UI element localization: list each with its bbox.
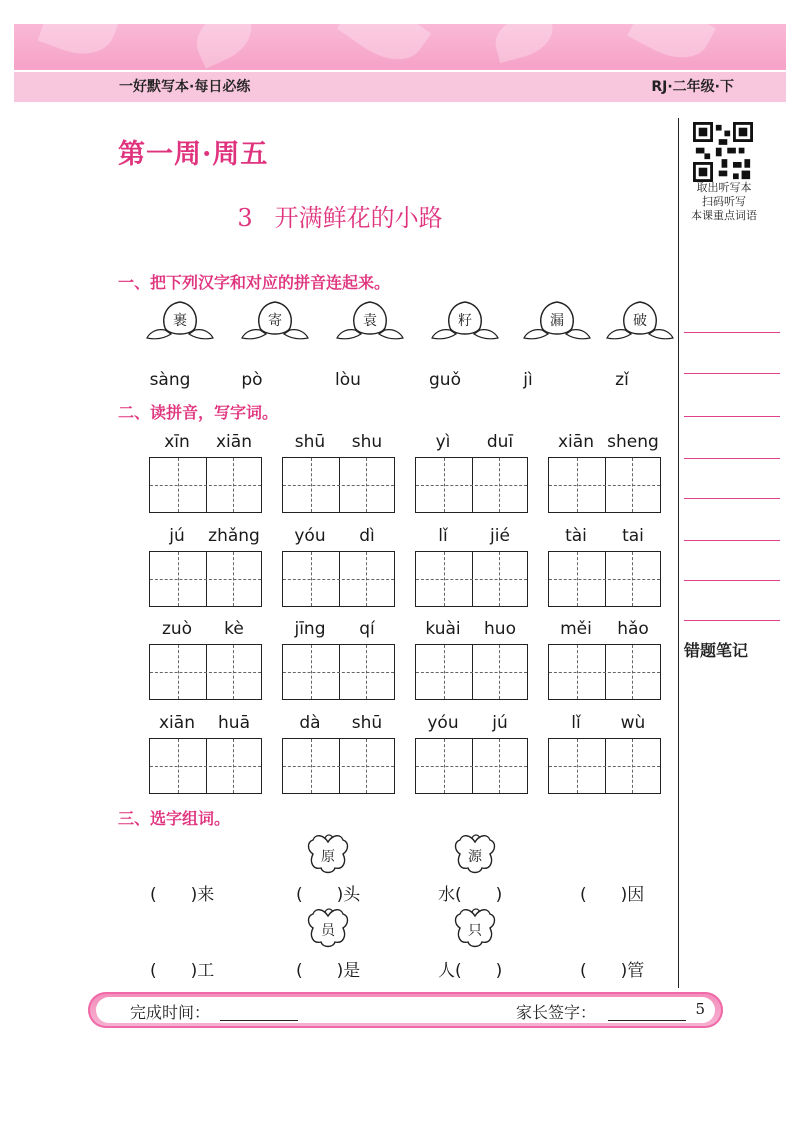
pinyin-label: shū [351, 713, 383, 733]
tian-grid[interactable] [282, 644, 395, 700]
pinyin-label: jīng [294, 619, 326, 639]
pinyin-label: shu [351, 432, 383, 452]
fill-blank[interactable]: ( )因 [580, 885, 645, 905]
note-line [684, 416, 780, 417]
char-peach[interactable] [605, 298, 675, 344]
tian-grid[interactable] [548, 644, 661, 700]
note-line [684, 373, 780, 374]
fill-blank[interactable]: 水( ) [438, 885, 503, 905]
lesson-name: 开满鲜花的小路 [274, 204, 443, 232]
footer-bar [88, 992, 723, 1028]
pinyin-option[interactable]: lòu [335, 370, 361, 390]
header-series-title: 一好默写本·每日必练 [119, 79, 251, 95]
pinyin-label: shū [294, 432, 326, 452]
char-text: 破 [633, 313, 647, 329]
char-text: 漏 [550, 313, 564, 329]
note-line [684, 540, 780, 541]
fill-blank[interactable]: ( )是 [296, 961, 361, 981]
pinyin-label: jú [492, 713, 508, 733]
header-banner [14, 24, 786, 102]
pinyin-label: lǐ [438, 526, 448, 546]
fill-blank[interactable]: ( )头 [296, 885, 361, 905]
pinyin-label: tai [622, 526, 644, 546]
pinyin-label: zhǎng [208, 526, 260, 546]
note-line [684, 332, 780, 333]
tian-grid[interactable] [149, 457, 262, 513]
pinyin-option[interactable]: zǐ [615, 370, 629, 390]
section1-title: 一、把下列汉字和对应的拼音连起来。 [118, 273, 391, 292]
parent-signature-label: 家长签字： [516, 1003, 597, 1022]
pinyin-label: xiān [558, 432, 594, 452]
qr-instructions: 取出听写本 扫码听写 本课重点词语 [691, 181, 757, 222]
week-title: 第一周·周五 [118, 139, 269, 170]
pinyin-label: jié [490, 526, 510, 546]
pinyin-label: xiān [216, 432, 252, 452]
pinyin-option[interactable]: pò [241, 370, 263, 390]
fill-blank[interactable]: ( )工 [150, 961, 215, 981]
flower-badge [305, 832, 351, 878]
parent-signature-field[interactable] [608, 1020, 686, 1021]
section3-title: 三、选字组词。 [118, 809, 231, 828]
note-line [684, 458, 780, 459]
badge-char: 源 [468, 849, 482, 865]
tian-grid[interactable] [548, 738, 661, 794]
tian-grid[interactable] [149, 644, 262, 700]
pinyin-label: lǐ [571, 713, 581, 733]
tian-grid[interactable] [282, 551, 395, 607]
tian-grid[interactable] [415, 644, 528, 700]
completion-time-field[interactable] [220, 1020, 298, 1021]
section2-title: 二、读拼音，写字词。 [118, 403, 279, 422]
tian-grid[interactable] [149, 551, 262, 607]
error-notes-label: 错题笔记 [684, 641, 749, 660]
lesson-number: 3 [237, 204, 253, 232]
tian-grid[interactable] [548, 457, 661, 513]
qr-code-icon[interactable] [693, 122, 753, 182]
pinyin-option[interactable]: jì [523, 370, 533, 390]
char-text: 裹 [173, 313, 187, 329]
fill-blank[interactable]: ( )管 [580, 961, 645, 981]
pinyin-label: kè [224, 619, 244, 639]
pinyin-label: yóu [294, 526, 326, 546]
tian-grid[interactable] [282, 457, 395, 513]
pinyin-label: tài [565, 526, 587, 546]
sidebar-divider [678, 118, 679, 988]
note-line [684, 620, 780, 621]
pinyin-label: kuài [425, 619, 461, 639]
pinyin-label: huā [218, 713, 250, 733]
lesson-title [0, 198, 680, 233]
char-text: 籽 [458, 313, 472, 329]
char-text: 袁 [363, 313, 377, 329]
tian-grid[interactable] [415, 551, 528, 607]
pinyin-label: qí [359, 619, 375, 639]
char-text: 寄 [268, 313, 282, 329]
completion-time-label: 完成时间： [130, 1003, 211, 1022]
char-peach[interactable] [522, 298, 592, 344]
tian-grid[interactable] [282, 738, 395, 794]
pinyin-label: wù [620, 713, 646, 733]
char-peach[interactable] [240, 298, 310, 344]
pinyin-label: huo [484, 619, 516, 639]
pinyin-label: yóu [427, 713, 459, 733]
pinyin-label: dà [299, 713, 321, 733]
pinyin-label: sheng [607, 432, 659, 452]
note-line [684, 498, 780, 499]
pinyin-label: xīn [164, 432, 190, 452]
pinyin-label: hǎo [617, 619, 649, 639]
badge-char: 原 [321, 849, 335, 865]
note-line [684, 580, 780, 581]
tian-grid[interactable] [548, 551, 661, 607]
flower-badge [452, 832, 498, 878]
fill-blank[interactable]: ( )来 [150, 885, 215, 905]
pinyin-label: měi [560, 619, 592, 639]
pinyin-label: xiān [159, 713, 195, 733]
char-peach[interactable] [430, 298, 500, 344]
pinyin-option[interactable]: guǒ [429, 370, 461, 390]
tian-grid[interactable] [415, 457, 528, 513]
pinyin-label: zuò [161, 619, 193, 639]
char-peach[interactable] [335, 298, 405, 344]
flower-badge [305, 906, 351, 952]
char-peach[interactable] [145, 298, 215, 344]
badge-char: 员 [321, 923, 335, 939]
header-grade: RJ·二年级·下 [651, 79, 734, 95]
tian-grid[interactable] [415, 738, 528, 794]
page-number: 5 [695, 1000, 705, 1018]
fill-blank[interactable]: 人( ) [438, 961, 503, 981]
pinyin-option[interactable]: sàng [149, 370, 191, 390]
badge-char: 只 [468, 923, 482, 939]
flower-badge [452, 906, 498, 952]
pinyin-label: duī [486, 432, 514, 452]
pinyin-label: dì [359, 526, 375, 546]
pinyin-label: jú [169, 526, 185, 546]
tian-grid[interactable] [149, 738, 262, 794]
pinyin-label: yì [435, 432, 451, 452]
